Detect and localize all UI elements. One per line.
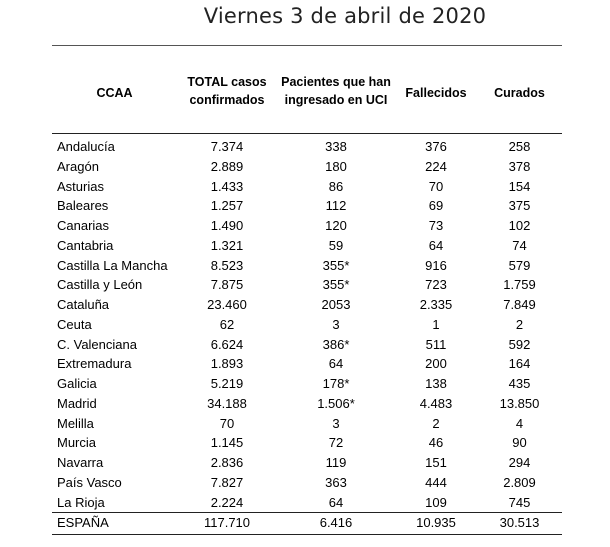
table-row — [52, 275, 562, 295]
header-total: TOTAL casos confirmados — [187, 75, 267, 107]
cell-fallecidos: 69 — [428, 198, 444, 214]
cell-curados: 375 — [508, 198, 531, 214]
cell-fallecidos: 511 — [425, 336, 447, 352]
cell-ccaa: Castilla y León — [57, 277, 143, 293]
cell-fallecidos: 2.335 — [419, 297, 453, 312]
cell-fallecidos: 200 — [425, 356, 447, 372]
cell-total: 70 — [219, 415, 235, 431]
cell-fallecidos: 224 — [425, 158, 447, 174]
header-curados: Curados — [494, 86, 545, 100]
cell-total: 2.836 — [210, 455, 244, 470]
cell-curados: 1.759 — [503, 277, 536, 293]
cell-ccaa: Cataluña — [57, 297, 110, 312]
cell-curados: 745 — [508, 494, 531, 510]
cell-uci: 86 — [328, 178, 344, 194]
total-casos: 117.710 — [203, 515, 251, 530]
table-row — [52, 473, 562, 493]
cell-curados: 154 — [508, 178, 531, 194]
cell-uci: 59 — [328, 237, 344, 253]
cell-uci: 120 — [325, 218, 347, 233]
table-row — [52, 295, 562, 315]
cell-uci: 3 — [332, 316, 340, 332]
table-row — [52, 157, 562, 177]
cell-curados: 102 — [508, 218, 531, 233]
cell-total: 5.219 — [210, 376, 244, 391]
cell-fallecidos: 73 — [428, 218, 444, 233]
cell-ccaa: Aragón — [57, 158, 99, 174]
header-fallecidos: Fallecidos — [405, 86, 467, 100]
cell-uci: 112 — [325, 198, 347, 214]
cell-total: 1.257 — [210, 198, 244, 214]
cell-ccaa: Ceuta — [57, 316, 92, 332]
cell-curados: 2.809 — [503, 474, 536, 490]
cell-ccaa: Andalucía — [57, 139, 115, 154]
cell-uci: 2053 — [321, 297, 351, 312]
cell-uci: 72 — [328, 435, 344, 451]
header-divider — [52, 133, 562, 134]
cell-total: 7.827 — [210, 474, 244, 490]
cell-curados: 74 — [512, 237, 527, 253]
cell-total: 6.624 — [210, 336, 244, 352]
cell-fallecidos: 109 — [425, 494, 447, 510]
cell-total: 1.145 — [210, 435, 244, 451]
cell-uci: 386* — [322, 336, 350, 352]
cell-total: 1.893 — [210, 356, 244, 372]
cell-uci: 338 — [325, 139, 347, 154]
cell-ccaa: Asturias — [57, 178, 104, 194]
cell-uci: 119 — [325, 455, 347, 470]
cell-ccaa: Cantabria — [57, 237, 114, 253]
table-row — [52, 493, 562, 513]
cell-uci: 355* — [322, 277, 350, 293]
cell-fallecidos: 723 — [425, 277, 447, 293]
cell-fallecidos: 444 — [425, 474, 447, 490]
cell-curados: 258 — [508, 139, 531, 154]
cell-fallecidos: 4.483 — [419, 395, 453, 411]
cell-uci: 363 — [325, 474, 347, 490]
cell-curados: 90 — [512, 435, 527, 451]
cell-uci: 355* — [322, 257, 350, 273]
cell-total: 62 — [219, 316, 235, 332]
cell-ccaa: Extremadura — [57, 356, 132, 372]
cell-uci: 1.506* — [317, 395, 355, 411]
table-row — [52, 256, 562, 276]
cell-uci: 64 — [328, 356, 344, 372]
total-row — [52, 513, 562, 533]
cell-ccaa: La Rioja — [57, 494, 105, 510]
table-row — [52, 216, 562, 236]
cell-ccaa: Navarra — [57, 455, 104, 470]
cell-total: 1.490 — [210, 218, 244, 233]
header-ccaa: CCAA — [96, 86, 133, 100]
cell-ccaa: Galicia — [57, 376, 97, 391]
table-row — [52, 137, 562, 157]
cell-curados: 2 — [515, 316, 524, 332]
total-uci: 6.416 — [319, 515, 353, 530]
cell-total: 34.188 — [207, 395, 247, 411]
cell-curados: 7.849 — [503, 297, 536, 312]
table-row — [52, 315, 562, 335]
cell-total: 8.523 — [210, 257, 244, 273]
table-row — [52, 374, 562, 394]
table-row — [52, 414, 562, 434]
ccaa-table — [52, 137, 562, 512]
cell-ccaa: Madrid — [57, 395, 97, 411]
cell-total: 1.433 — [210, 178, 244, 194]
cell-ccaa: Baleares — [57, 198, 109, 214]
cell-curados: 164 — [508, 356, 531, 372]
cell-curados: 378 — [508, 158, 531, 174]
table-row — [52, 177, 562, 197]
cell-ccaa: Canarias — [57, 218, 110, 233]
cell-curados: 435 — [508, 376, 531, 391]
table-row — [52, 433, 562, 453]
table-row — [52, 354, 562, 374]
title-divider — [52, 45, 562, 46]
table-row — [52, 236, 562, 256]
cell-fallecidos: 2 — [432, 415, 440, 431]
cell-uci: 64 — [328, 494, 344, 510]
document-title: Viernes 3 de abril de 2020 — [203, 4, 487, 28]
table-row — [52, 394, 562, 414]
cell-ccaa: Melilla — [57, 415, 94, 431]
cell-total: 7.374 — [210, 139, 244, 154]
cell-ccaa: Murcia — [57, 435, 97, 451]
cell-curados: 294 — [508, 455, 531, 470]
total-table — [52, 513, 562, 533]
cell-fallecidos: 1 — [432, 316, 440, 332]
cell-fallecidos: 376 — [425, 139, 447, 154]
cell-fallecidos: 151 — [425, 455, 447, 470]
cell-ccaa: Castilla La Mancha — [57, 257, 168, 273]
cell-uci: 180 — [325, 158, 347, 174]
bottom-divider — [52, 534, 562, 535]
cell-fallecidos: 70 — [428, 178, 444, 194]
table-row — [52, 453, 562, 473]
cell-fallecidos: 916 — [425, 257, 447, 273]
cell-total: 23.460 — [207, 297, 247, 312]
cell-fallecidos: 64 — [428, 237, 444, 253]
cell-uci: 178* — [322, 376, 350, 391]
cell-ccaa: C. Valenciana — [57, 336, 137, 352]
cell-total: 7.875 — [210, 277, 244, 293]
table-row — [52, 196, 562, 216]
cell-total: 2.889 — [210, 158, 244, 174]
cell-uci: 3 — [332, 415, 340, 431]
header-uci: Pacientes que han ingresado en UCI — [281, 75, 391, 107]
cell-curados: 4 — [515, 415, 524, 431]
cell-curados: 579 — [508, 257, 531, 273]
cell-fallecidos: 46 — [428, 435, 444, 451]
total-curados: 30.513 — [499, 515, 540, 530]
cell-total: 2.224 — [210, 494, 244, 510]
cell-ccaa: País Vasco — [57, 474, 122, 490]
cell-curados: 592 — [508, 336, 531, 352]
total-fallecidos: 10.935 — [416, 515, 456, 530]
table-row — [52, 335, 562, 355]
cell-total: 1.321 — [210, 237, 244, 253]
total-ccaa: ESPAÑA — [57, 515, 109, 530]
cell-fallecidos: 138 — [425, 376, 447, 391]
cell-curados: 13.850 — [499, 395, 540, 411]
